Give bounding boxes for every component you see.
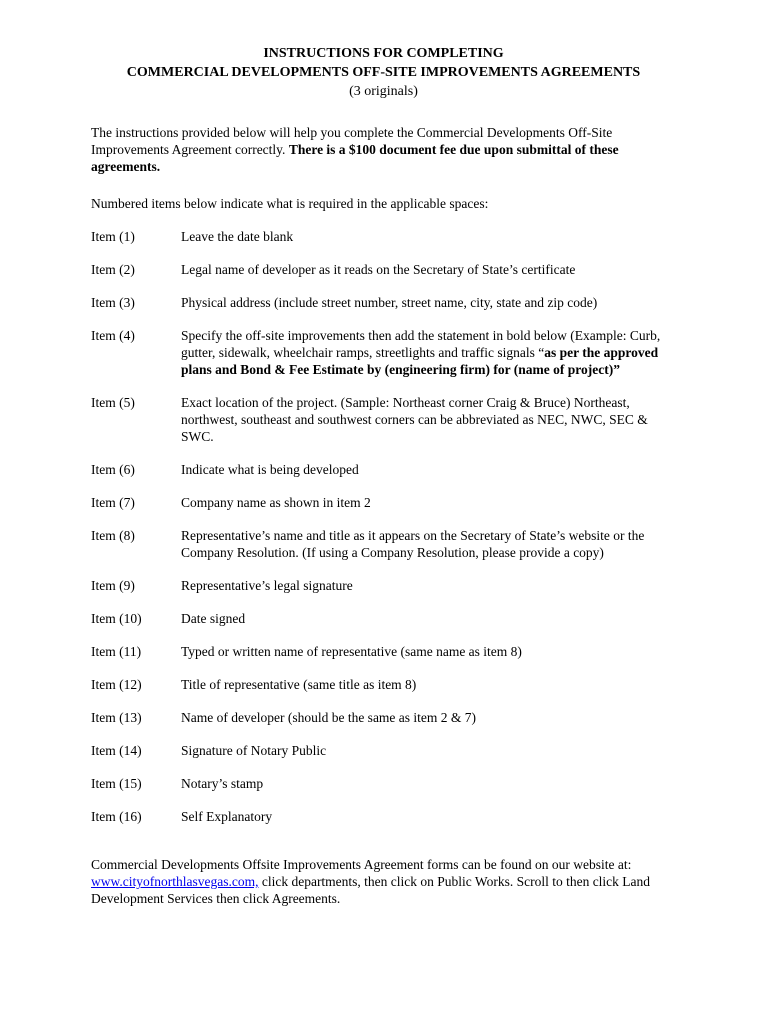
document-title-line-2: COMMERCIAL DEVELOPMENTS OFF-SITE IMPROVEMENTS AGREEMENTS <box>126 65 641 80</box>
item-text: Notary’s stamp <box>181 776 264 791</box>
list-item <box>91 394 676 445</box>
document-page <box>91 44 676 907</box>
item-text: Legal name of developer as it reads on the Secretary of State’s certificate <box>181 262 576 277</box>
item-label: Item (1) <box>91 229 135 244</box>
item-label: Item (6) <box>91 462 135 477</box>
list-item <box>91 775 676 792</box>
item-text: Indicate what is being developed <box>181 462 359 477</box>
list-item <box>91 461 676 478</box>
item-text: Exact location of the project. (Sample: Northeast corner Craig & Bruce) Northeast, northwest, southeast and southwest corners can be abbreviated as NEC, NWC, SEC & SWC. <box>181 395 648 444</box>
item-label: Item (16) <box>91 809 142 824</box>
item-text: Leave the date blank <box>181 229 294 244</box>
intro-paragraph <box>91 124 676 175</box>
item-label: Item (11) <box>91 644 142 659</box>
item-text: Title of representative (same title as item 8) <box>181 677 417 692</box>
list-item <box>91 808 676 825</box>
item-label: Item (8) <box>91 528 135 543</box>
item-text: Representative’s name and title as it appears on the Secretary of State’s website or the Company Resolution. (If using a Company Resolution, please provide a copy) <box>181 528 645 560</box>
item-label: Item (14) <box>91 743 142 758</box>
list-item <box>91 494 676 511</box>
item-text: Specify the off-site improvements then add the statement in bold below (Example: Curb, gutter, sidewalk, wheelchair ramps, streetlights and traffic signals “as per the approved plans and Bond & Fee Estimate by (engineering firm) for (name of project)” <box>181 328 661 377</box>
website-link[interactable]: www.cityofnorthlasvegas.com, <box>91 874 259 889</box>
intro-text: The instructions provided below will help you complete the Commercial Developments Off-Site Improvements Agreement correctly. <box>91 125 613 157</box>
item-label: Item (15) <box>91 776 142 791</box>
item-label: Item (7) <box>91 495 135 510</box>
list-item <box>91 294 676 311</box>
item-list <box>91 228 676 825</box>
item-text: Representative’s legal signature <box>181 578 353 593</box>
item-text: Signature of Notary Public <box>181 743 327 758</box>
item-text: Name of developer (should be the same as item 2 & 7) <box>181 710 477 725</box>
list-item <box>91 327 676 378</box>
item-label: Item (2) <box>91 262 135 277</box>
item-label: Item (5) <box>91 395 135 410</box>
list-item <box>91 577 676 594</box>
item-text: Physical address (include street number, street name, city, state and zip code) <box>181 295 598 310</box>
list-item <box>91 527 676 561</box>
item-label: Item (9) <box>91 578 135 593</box>
item-text: Company name as shown in item 2 <box>181 495 371 510</box>
item-label: Item (4) <box>91 328 135 343</box>
footer-paragraph <box>91 856 676 907</box>
list-item <box>91 676 676 693</box>
list-item <box>91 261 676 278</box>
footer-text-after: click departments, then click on Public Works. Scroll to then click Land Development Services then click Agreements. <box>91 874 651 906</box>
list-item <box>91 709 676 726</box>
list-item <box>91 742 676 759</box>
list-item <box>91 610 676 627</box>
item-text: Self Explanatory <box>181 809 273 824</box>
item-label: Item (10) <box>91 611 142 626</box>
item-label: Item (13) <box>91 710 142 725</box>
list-item <box>91 228 676 245</box>
item-label: Item (3) <box>91 295 135 310</box>
item-label: Item (12) <box>91 677 142 692</box>
document-subtitle: (3 originals) <box>349 84 418 99</box>
item-text: Typed or written name of representative (same name as item 8) <box>181 644 522 659</box>
footer-text-before: Commercial Developments Offsite Improvements Agreement forms can be found on our website at: <box>91 857 632 872</box>
lead-paragraph: Numbered items below indicate what is required in the applicable spaces: <box>91 196 489 211</box>
document-title-line-1: INSTRUCTIONS FOR COMPLETING <box>263 46 504 61</box>
intro-fee-notice: There is a $100 document fee due upon submittal of these agreements. <box>91 142 619 174</box>
item-text: Date signed <box>181 611 246 626</box>
list-item <box>91 643 676 660</box>
